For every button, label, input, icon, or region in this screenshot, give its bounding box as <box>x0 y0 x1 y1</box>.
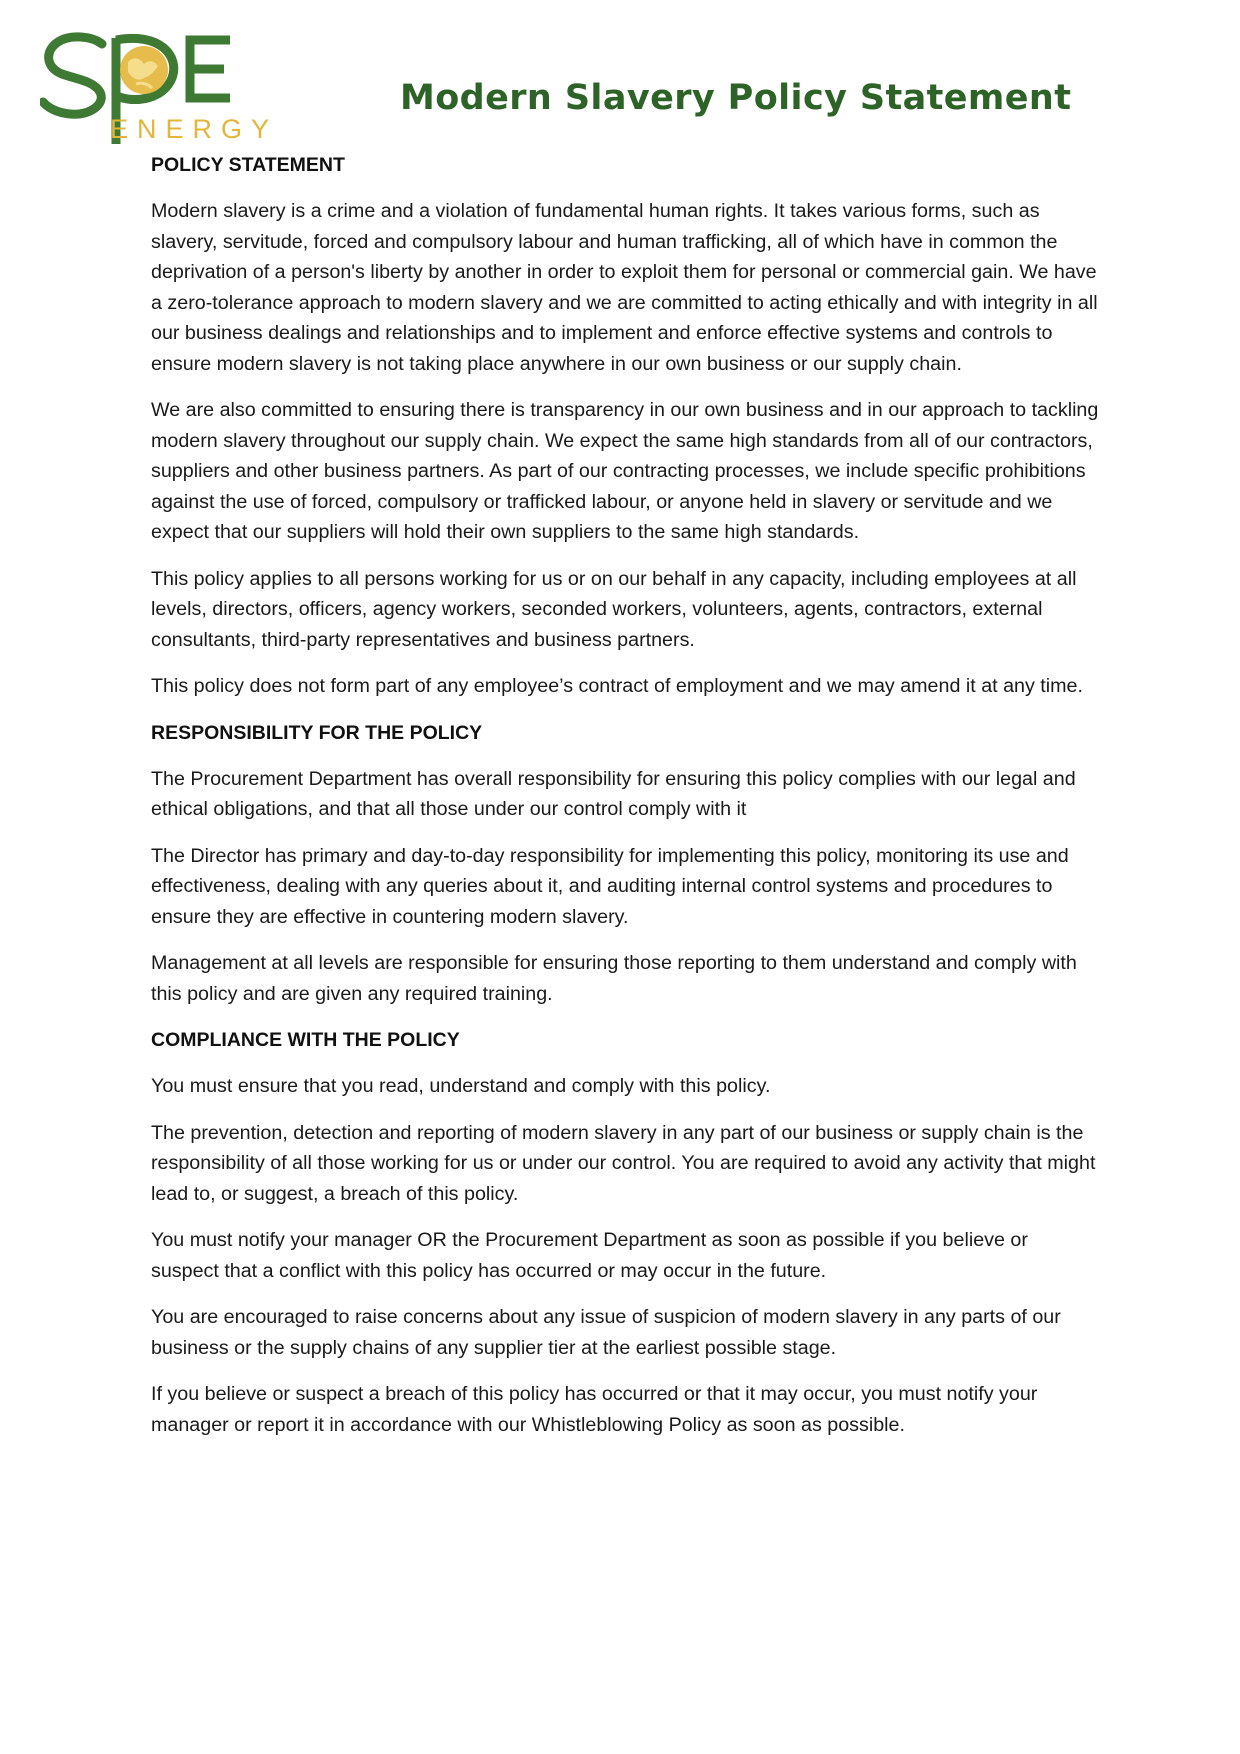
section-compliance <box>151 1025 1101 1440</box>
paragraph: The Director has primary and day-to-day responsibility for implementing this policy, monitoring its use and effectiveness, dealing with any queries about it, and auditing internal control systems and procedures to ensure they are effective in countering modern slavery. <box>151 844 1069 928</box>
logo-wordmark: ENERGY <box>110 114 279 144</box>
paragraph: This policy does not form part of any employee’s contract of employment and we may amend it at any time. <box>151 675 1083 697</box>
document-title: Modern Slavery Policy Statement <box>400 78 1072 118</box>
paragraph: Management at all levels are responsible for ensuring those reporting to them understand and comply with this policy and are given any required training. <box>151 952 1077 1005</box>
paragraph: You are encouraged to raise concerns about any issue of suspicion of modern slavery in any parts of our business or the supply chains of any supplier tier at the earliest possible stage. <box>151 1306 1061 1359</box>
paragraph: If you believe or suspect a breach of this policy has occurred or that it may occur, you must notify your manager or report it in accordance with our Whistleblowing Policy as soon as possible. <box>151 1383 1038 1436</box>
paragraph: The Procurement Department has overall responsibility for ensuring this policy complies with our legal and ethical obligations, and that all those under our control comply with it <box>151 767 1076 820</box>
section-heading: POLICY STATEMENT <box>151 154 345 176</box>
paragraph: Modern slavery is a crime and a violation of fundamental human rights. It takes various forms, such as slavery, servitude, forced and compulsory labour and human trafficking, all of which have in common the deprivation of a person's liberty by another in order to exploit them for personal or commercial gain. We have a zero-tolerance approach to modern slavery and we are committed to acting ethically and with integrity in all our business dealings and relationships and to implement and enforce effective systems and controls to ensure modern slavery is not taking place anywhere in our own business or our supply chain. <box>151 200 1098 375</box>
company-logo <box>40 32 279 147</box>
paragraph: The prevention, detection and reporting of modern slavery in any part of our business or supply chain is the responsibility of all those working for us or under our control. You are required to avoid any activity that might lead to, or suggest, a breach of this policy. <box>151 1121 1096 1205</box>
paragraph: You must notify your manager OR the Procurement Department as soon as possible if you believe or suspect that a conflict with this policy has occurred or may occur in the future. <box>151 1229 1028 1282</box>
paragraph: This policy applies to all persons working for us or on our behalf in any capacity, including employees at all levels, directors, officers, agency workers, seconded workers, volunteers, agents, contractors, external consultants, third-party representatives and business partners. <box>151 567 1077 651</box>
section-responsibility <box>151 718 1101 1010</box>
document-body <box>151 150 1101 1456</box>
section-heading: RESPONSIBILITY FOR THE POLICY <box>151 721 483 744</box>
paragraph: We are also committed to ensuring there is transparency in our own business and in our approach to tackling modern slavery throughout our supply chain. We expect the same high standards from all of our contractors, suppliers and other business partners. As part of our contracting processes, we include specific prohibitions against the use of forced, compulsory or trafficked labour, or anyone held in slavery or servitude and we expect that our suppliers will hold their own suppliers to the same high standards. <box>151 399 1099 543</box>
section-policy-statement <box>151 150 1101 702</box>
section-heading: COMPLIANCE WITH THE POLICY <box>151 1029 460 1051</box>
paragraph: You must ensure that you read, understand and comply with this policy. <box>151 1075 771 1097</box>
